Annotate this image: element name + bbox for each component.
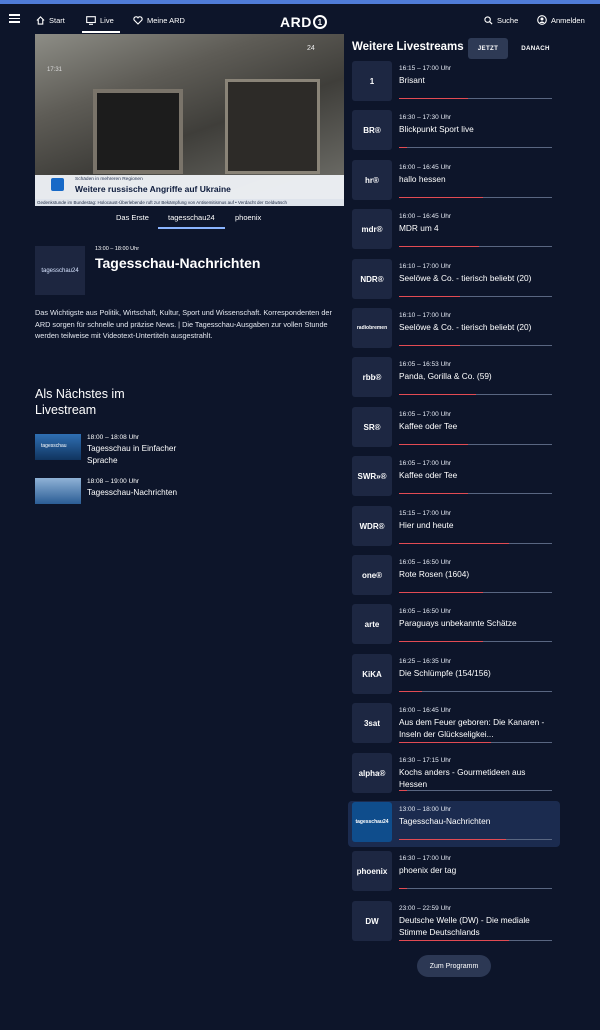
tagesschau-icon — [51, 178, 64, 191]
channel-logo-icon: KiKA — [352, 654, 392, 694]
channel-logo-icon: tagesschau24 — [352, 802, 392, 842]
top-navigation — [0, 4, 600, 34]
livestream-title: Rote Rosen (1604) — [399, 569, 470, 579]
channel-logo-icon: phoenix — [352, 851, 392, 891]
progress-bar — [399, 940, 552, 941]
progress-fill — [399, 839, 506, 840]
livestream-row[interactable] — [348, 455, 560, 501]
video-scene-window — [93, 89, 183, 174]
livestream-time: 23:00 – 22:59 Uhr — [399, 905, 452, 912]
progress-fill — [399, 296, 460, 297]
livestream-time: 16:05 – 17:00 Uhr — [399, 411, 452, 418]
progress-bar — [399, 543, 552, 544]
next-item-time: 18:08 – 19:00 Uhr — [87, 478, 140, 485]
livestream-title: Seelöwe & Co. - tierisch beliebt (20) — [399, 322, 532, 332]
search-icon — [484, 16, 493, 25]
livestream-row[interactable] — [348, 159, 560, 205]
progress-fill — [399, 246, 479, 247]
nav-live-label: Live — [100, 15, 114, 25]
progress-fill — [399, 345, 460, 346]
livestream-title: Tagesschau-Nachrichten — [399, 816, 491, 826]
progress-bar — [399, 147, 552, 148]
livestream-title: Die Schlümpfe (154/156) — [399, 668, 491, 678]
nav-meine-ard[interactable] — [133, 10, 185, 30]
logo-mark: 1 — [313, 15, 327, 29]
channel-logo-icon: BR® — [352, 110, 392, 150]
next-item-thumbnail — [35, 478, 81, 504]
progress-bar — [399, 493, 552, 494]
livestream-row[interactable] — [348, 505, 560, 551]
progress-bar — [399, 444, 552, 445]
channel-tabs — [35, 207, 344, 229]
video-clock: 17:31 — [47, 67, 63, 73]
livestream-row[interactable] — [348, 356, 560, 402]
progress-bar — [399, 641, 552, 642]
tab-das-erste[interactable]: Das Erste — [116, 213, 149, 222]
livestream-title: Blickpunkt Sport live — [399, 124, 474, 134]
livestream-title: Deutsche Welle (DW) - Die mediale Stimme Deutschlands — [399, 915, 530, 937]
progress-bar — [399, 592, 552, 593]
next-item[interactable] — [35, 434, 315, 474]
channel-logo-icon: alpha® — [352, 753, 392, 793]
livestream-row[interactable] — [348, 406, 560, 452]
channel-logo-icon: 1 — [352, 61, 392, 101]
progress-bar — [399, 839, 552, 840]
livestream-title: Hier und heute — [399, 520, 454, 530]
news-ticker: Gedenkstunde im Bundestag: Holocaust-Überlebende ruft zur Bekämpfung von Antisemitismus auf • Verdacht der Geldwäsch — [35, 199, 344, 206]
channel-logo-tagesschau24: tagesschau24 — [35, 246, 85, 295]
livestream-time: 16:15 – 17:00 Uhr — [399, 65, 452, 72]
channel-logo-icon: DW — [352, 901, 392, 941]
progress-fill — [399, 888, 407, 889]
progress-fill — [399, 742, 491, 743]
progress-bar — [399, 394, 552, 395]
progress-bar — [399, 888, 552, 889]
nav-live[interactable] — [86, 10, 114, 30]
progress-bar — [399, 742, 552, 743]
livestream-time: 15:15 – 17:00 Uhr — [399, 510, 452, 517]
nav-start[interactable] — [36, 10, 65, 30]
livestream-title: Kaffee oder Tee — [399, 470, 458, 480]
progress-bar — [399, 197, 552, 198]
livestream-time: 16:10 – 17:00 Uhr — [399, 312, 452, 319]
program-description: Das Wichtigste aus Politik, Wirtschaft, Kultur, Sport und Wissenschaft. Korrespondenten der ARD sorgen für schnelle und präzise News. | Die Tagesschau-Ausgaben zur vollen Stunde werden teilweise mit Videotext-Untertiteln ausgestrahlt. — [35, 308, 332, 340]
progress-fill — [399, 394, 476, 395]
livestream-time: 16:25 – 16:35 Uhr — [399, 658, 452, 665]
channel-logo-icon: SR® — [352, 407, 392, 447]
lower-third-headline: Weitere russische Angriffe auf Ukraine — [75, 184, 231, 194]
livestream-row[interactable] — [348, 208, 560, 254]
livestream-time: 16:00 – 16:45 Uhr — [399, 213, 452, 220]
livestreams-heading: Weitere Livestreams — [352, 41, 464, 53]
livestream-row[interactable] — [348, 752, 560, 798]
program-title: Tagesschau-Nachrichten — [95, 255, 261, 271]
next-item-title: Tagesschau-Nachrichten — [87, 488, 178, 497]
channel-logo-icon: hr® — [352, 160, 392, 200]
channel-logo-icon: arte — [352, 604, 392, 644]
program-button[interactable]: Zum Programm — [417, 955, 491, 977]
channel-logo-icon: one® — [352, 555, 392, 595]
livestream-time: 16:05 – 17:00 Uhr — [399, 460, 452, 467]
ard-logo[interactable] — [280, 13, 327, 31]
next-heading: Als Nächstes im Livestream — [35, 387, 125, 417]
livestream-row[interactable] — [348, 109, 560, 155]
livestream-row[interactable] — [348, 307, 560, 353]
progress-fill — [399, 790, 407, 791]
livestream-time: 16:05 – 16:50 Uhr — [399, 559, 452, 566]
video-scene-window — [225, 79, 320, 174]
livestream-title: hallo hessen — [399, 174, 446, 184]
channel-logo-icon: radiobremen — [352, 308, 392, 348]
nav-start-label: Start — [49, 15, 65, 25]
tab-jetzt[interactable]: JETZT — [468, 38, 508, 59]
livestream-time: 16:00 – 16:45 Uhr — [399, 707, 452, 714]
progress-fill — [399, 592, 483, 593]
progress-fill — [399, 641, 483, 642]
progress-fill — [399, 940, 509, 941]
progress-fill — [399, 197, 483, 198]
livestream-title: Brisant — [399, 75, 425, 85]
nav-login-label: Anmelden — [551, 15, 585, 25]
tab-danach[interactable]: DANACH — [521, 45, 550, 52]
next-item-thumbnail — [35, 434, 81, 460]
livestream-time: 16:05 – 16:53 Uhr — [399, 361, 452, 368]
channel-bug: 24 — [307, 45, 315, 52]
livestream-row[interactable] — [348, 258, 560, 304]
livestream-row[interactable] — [348, 801, 560, 847]
progress-fill — [399, 444, 468, 445]
user-icon — [537, 15, 547, 25]
channel-logo-icon: mdr® — [352, 209, 392, 249]
livestream-time: 16:00 – 16:45 Uhr — [399, 164, 452, 171]
channel-logo-icon: rbb® — [352, 357, 392, 397]
livestream-row[interactable] — [348, 850, 560, 896]
progress-fill — [399, 147, 407, 148]
progress-fill — [399, 493, 468, 494]
livestream-title: Panda, Gorilla & Co. (59) — [399, 371, 492, 381]
menu-icon[interactable] — [9, 14, 20, 23]
livestream-title: Aus dem Feuer geboren: Die Kanaren - Inseln der Glückseligkei... — [399, 717, 545, 739]
livestream-title: Kochs anders - Gourmetideen aus Hessen — [399, 767, 526, 789]
livestream-row[interactable] — [348, 60, 560, 106]
livestream-time: 16:30 – 17:30 Uhr — [399, 114, 452, 121]
channel-logo-icon: NDR® — [352, 259, 392, 299]
progress-bar — [399, 345, 552, 346]
livestream-row[interactable] — [348, 702, 560, 748]
progress-bar — [399, 691, 552, 692]
livestream-row[interactable] — [348, 653, 560, 699]
livestream-title: Seelöwe & Co. - tierisch beliebt (20) — [399, 273, 532, 283]
channel-logo-icon: SWR»® — [352, 456, 392, 496]
next-item[interactable] — [35, 478, 315, 518]
progress-bar — [399, 790, 552, 791]
tab-phoenix[interactable]: phoenix — [235, 213, 262, 222]
nav-login[interactable] — [537, 10, 585, 30]
video-player[interactable] — [35, 34, 344, 206]
next-item-time: 18:00 – 18:08 Uhr — [87, 434, 140, 441]
livestream-title: phoenix der tag — [399, 865, 457, 875]
logo-text: ARD — [280, 14, 312, 30]
home-icon — [36, 16, 45, 25]
nav-search-label: Suche — [497, 15, 519, 25]
progress-bar — [399, 296, 552, 297]
news-lower-third — [35, 175, 344, 199]
nav-search[interactable] — [484, 10, 518, 30]
livestream-row[interactable] — [348, 900, 560, 946]
tab-tagesschau24[interactable]: tagesschau24 — [168, 213, 215, 222]
livestream-title: Kaffee oder Tee — [399, 421, 458, 431]
channel-logo-icon: 3sat — [352, 703, 392, 743]
next-item-title: Tagesschau in Einfacher Sprache — [87, 444, 177, 465]
program-time: 13:00 – 18:00 Uhr — [95, 246, 140, 252]
progress-fill — [399, 543, 509, 544]
heart-icon — [133, 16, 143, 25]
nav-meine-ard-label: Meine ARD — [147, 15, 185, 25]
livestream-time: 16:30 – 17:15 Uhr — [399, 757, 452, 764]
livestream-row[interactable] — [348, 603, 560, 649]
livestream-title: MDR um 4 — [399, 223, 439, 233]
livestream-title: Paraguays unbekannte Schätze — [399, 618, 517, 628]
livestream-time: 16:30 – 17:00 Uhr — [399, 855, 452, 862]
progress-fill — [399, 691, 422, 692]
progress-bar — [399, 246, 552, 247]
channel-logo-icon: WDR® — [352, 506, 392, 546]
thumbnail-label: tagesschau — [41, 443, 67, 449]
livestream-row[interactable] — [348, 554, 560, 600]
progress-bar — [399, 98, 552, 99]
progress-fill — [399, 98, 468, 99]
tv-icon — [86, 16, 96, 25]
livestream-time: 16:10 – 17:00 Uhr — [399, 263, 452, 270]
lower-third-subline: Schäden in mehreren Regionen — [75, 177, 143, 182]
livestream-time: 13:00 – 18:00 Uhr — [399, 806, 452, 813]
livestream-time: 16:05 – 16:50 Uhr — [399, 608, 452, 615]
